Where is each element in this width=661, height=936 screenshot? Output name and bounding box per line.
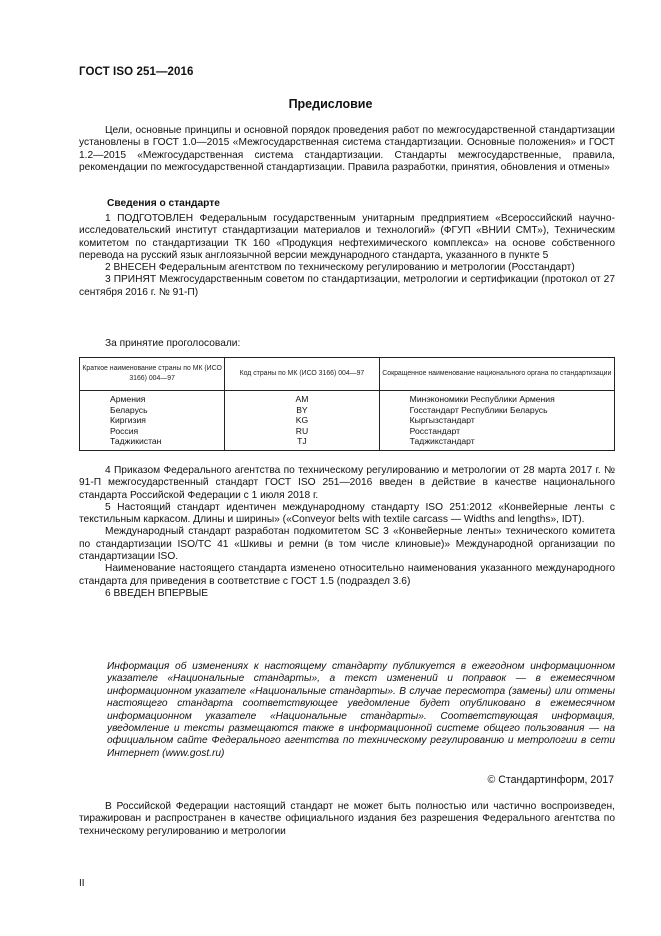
item-1: 1 ПОДГОТОВЛЕН Федеральным государственным унитарным предприятием «Всероссийский научно-исследовательский институт стандартизации материалов и технологий» (ФГУП «ВНИИ СМТ»), Техническим комитетом по стандартизации ТК 160 «Продукция нефтехимического комплекса» на основе собственного перевода на русский язык англоязычной версии международного стандарта, указанного в пункте 5 — [79, 213, 615, 261]
item-6: 6 ВВЕДЕН ВПЕРВЫЕ — [105, 587, 209, 599]
country-code: AM — [295, 394, 309, 404]
table-header-body: Сокращенное наименование национального органа по стандартизации — [379, 358, 614, 391]
table-header-country: Краткое наименование страны по МК (ИСО 3166) 004—97 — [80, 358, 225, 391]
national-body: Госстандарт Республики Беларусь — [409, 404, 548, 415]
national-body: Кыргызстандарт — [409, 415, 475, 426]
national-body: Росстандарт — [409, 425, 461, 436]
table-row — [80, 391, 615, 451]
country-code: KG — [295, 415, 309, 426]
intro-paragraph: Цели, основные принципы и основной порядок проведения работ по межгосударственной стандартизации установлены в ГОСТ 1.0—2015 «Межгосударственная система стандартизации. Основные положения» и ГОСТ 1.2—2015 «Межгосударственная система стандартизации. Стандарты межгосударственные, правила, рекомендации по межгосударственной стандартизации. Правила разработки, принятия, обновления и отмены» — [79, 125, 615, 173]
vote-intro: За принятие проголосовали: — [105, 338, 241, 349]
item-2: 2 ВНЕСЕН Федеральным агентством по техническому регулированию и метрологии (Росстандарт) — [105, 262, 575, 274]
rights-block — [79, 801, 615, 838]
page-number: II — [79, 878, 85, 889]
national-body: Таджикстандарт — [409, 436, 475, 447]
country-name: Армения — [110, 394, 146, 404]
change-info-notice: Информация об изменениях к настоящему стандарту публикуется в ежегодном информационном указателе «Национальные стандарты», а текст изменений и поправок — в ежемесячном информационном указателе «Национальные стандарты». В случае пересмотра (замены) или отмены настоящего стандарта соответствующее уведомление будет опубликовано в ежемесячном информационном указателе «Национальные стандарты». Соответствующая информация, уведомление и тексты размещаются также в информационной системе общего пользования — на официальном сайте Федерального агентства по техническому регулированию и метрологии в сети Интернет (www.gost.ru) — [107, 661, 615, 759]
running-header: ГОСТ ISO 251—2016 — [79, 66, 194, 78]
country-code: BY — [296, 404, 308, 415]
table-header-row — [80, 358, 615, 391]
country-code: RU — [295, 425, 309, 436]
vote-intro-block — [79, 338, 615, 350]
item-4: 4 Приказом Федерального агентства по техническому регулированию и метрологии от 28 марта 2017 г. № 91-П межгосударственный стандарт ГОСТ ISO 251—2016 введен в действие в качестве национального стандарта Российской Федерации с 1 июля 2018 г. — [79, 465, 615, 501]
national-bodies-cell — [379, 391, 614, 451]
country-code: TJ — [297, 436, 307, 447]
item-3: 3 ПРИНЯТ Межгосударственным советом по стандартизации, метрологии и сертификации (протокол от 27 сентября 2016 г. № 91-П) — [79, 274, 615, 298]
section-heading: Сведения о стандарте — [107, 198, 220, 209]
intro-block — [79, 125, 615, 174]
country-name: Таджикистан — [110, 436, 162, 447]
voting-table — [79, 357, 615, 451]
standard-info-list-2 — [79, 465, 615, 600]
copyright: © Стандартинформ, 2017 — [487, 774, 614, 786]
item-5: 5 Настоящий стандарт идентичен международному стандарту ISO 251:2012 «Конвейерные ленты с текстильным каркасом. Длины и ширины» («Conveyor belts with textile carcass — Widths and lengths», IDT). — [79, 501, 615, 526]
page-title: Предисловие — [288, 97, 373, 111]
table-header-code: Код страны по МК (ИСО 3166) 004—97 — [225, 358, 379, 391]
standard-info-list — [79, 213, 615, 299]
country-codes-cell — [225, 391, 379, 451]
rights-notice: В Российской Федерации настоящий стандарт не может быть полностью или частично воспроизведен, тиражирован и распространен в качестве официального издания без разрешения Федерального агентства по техническому регулированию и метрологии — [79, 801, 615, 837]
country-name: Киргизия — [110, 415, 146, 426]
country-name: Россия — [110, 425, 139, 436]
country-name: Беларусь — [110, 404, 148, 415]
national-body: Минэкономики Республики Армения — [409, 394, 555, 404]
international-standard-note: Международный стандарт разработан подкомитетом SC 3 «Конвейерные ленты» технического комитета по стандартизации ISO/TC 41 «Шкивы и ремни (в том числе клиновые)» Международной организации по стандартизации ISO. — [79, 526, 615, 563]
country-names-cell — [80, 391, 225, 451]
title-change-note: Наименование настоящего стандарта изменено относительно наименования указанного международного стандарта для приведения в соответствие с ГОСТ 1.5 (подраздел 3.6) — [79, 563, 615, 587]
